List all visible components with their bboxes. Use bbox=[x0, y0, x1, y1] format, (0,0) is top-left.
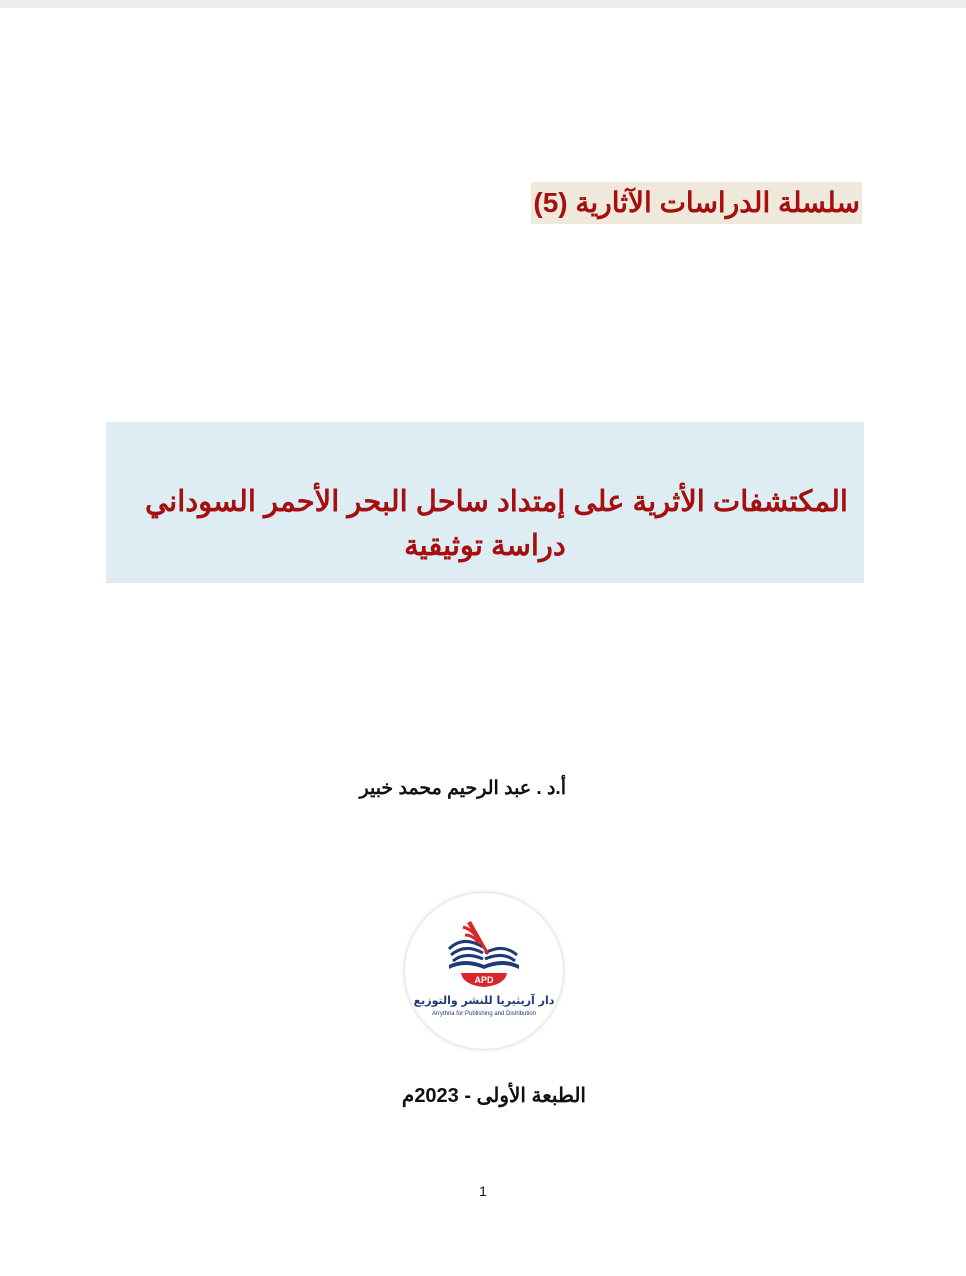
page-number: 1 bbox=[479, 1183, 487, 1199]
series-title: سلسلة الدراسات الآثارية (5) bbox=[531, 182, 862, 224]
publisher-name-arabic: دار آريثيريا للنشر والتوزيع bbox=[413, 994, 555, 1007]
open-book-icon bbox=[405, 893, 563, 1049]
book-subtitle: دراسة توثيقية bbox=[404, 530, 566, 562]
publisher-logo bbox=[405, 893, 563, 1049]
publisher-name-english: Arrythria for Publishing and Distribution bbox=[431, 1011, 537, 1017]
edition-line: الطبعة الأولى - 2023م bbox=[401, 1085, 586, 1107]
title-box bbox=[106, 422, 864, 583]
author-name: أ.د . عبد الرحيم محمد خبير bbox=[359, 778, 566, 799]
logo-letters: APD bbox=[474, 975, 494, 985]
book-title: المكتشفات الأثرية على إمتداد ساحل البحر الأحمر السوداني bbox=[144, 486, 848, 518]
top-edge-strip bbox=[0, 0, 966, 8]
